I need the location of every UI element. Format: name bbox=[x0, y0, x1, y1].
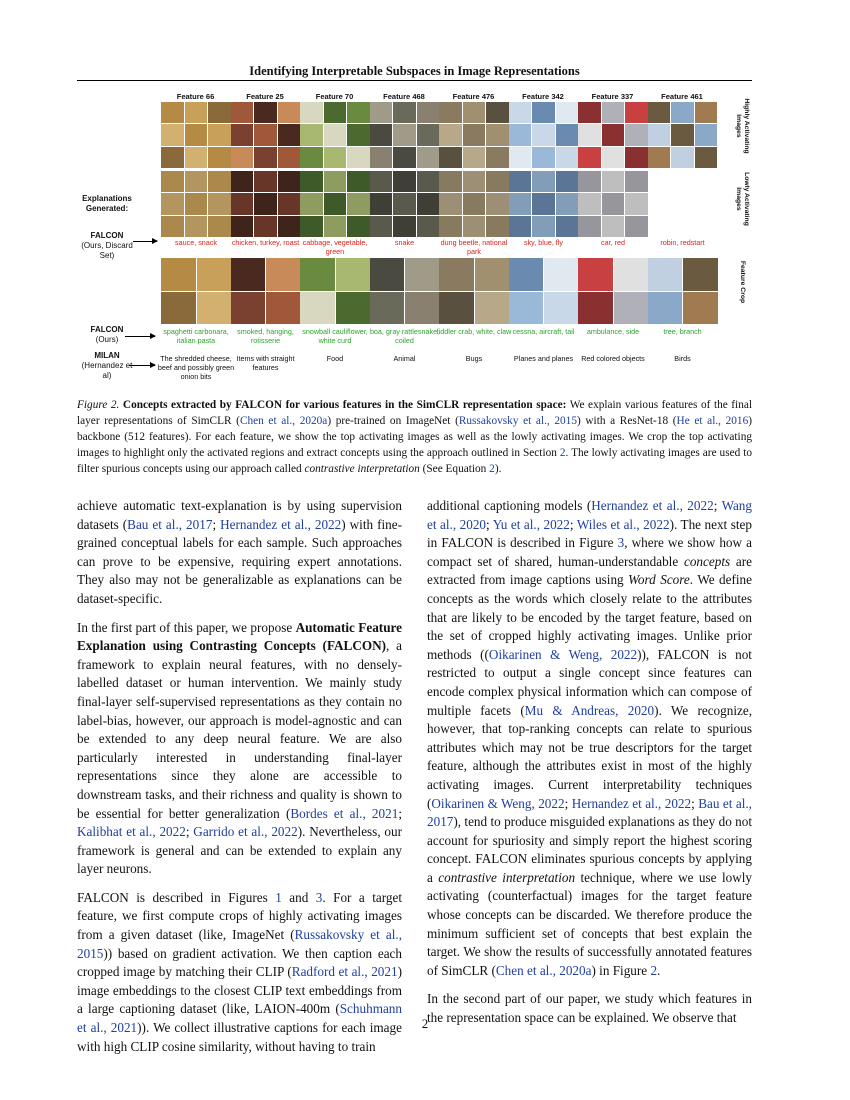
citation-link[interactable]: Bordes et al., 2021 bbox=[290, 805, 399, 821]
feature-crop-images bbox=[231, 258, 301, 324]
milan-name: MILAN bbox=[94, 351, 120, 360]
image-tile bbox=[602, 147, 625, 168]
image-tile bbox=[185, 216, 208, 237]
falcon-discard-concept: dung beetle, national park bbox=[440, 238, 508, 256]
image-tile bbox=[393, 102, 416, 123]
image-tile bbox=[208, 171, 231, 192]
image-tile bbox=[509, 171, 532, 192]
body-left-column bbox=[77, 497, 402, 1066]
image-tile bbox=[370, 216, 393, 237]
image-tile bbox=[300, 124, 323, 145]
falcon-ours-concept: ambulance, side bbox=[586, 327, 640, 336]
citation-link[interactable]: Radford et al., 2021 bbox=[291, 964, 398, 980]
image-tile bbox=[625, 124, 648, 145]
image-tile bbox=[185, 102, 208, 123]
highly-activating-images bbox=[648, 102, 718, 168]
image-tile bbox=[347, 216, 370, 237]
paragraph: FALCON is described in Figures 1 and 3. For a target feature, we first compute crops of highly activating images from a given dataset (like, ImageNet (Russakovsky et al., 2015)) based on gradient activation. We then caption each cropped image by matching their CLIP (Radford et al., 2021) image embeddings to the closest CLIP text embeddings from a large captioning dataset (like, LAION-400m (Schuhmann et al., 2021)). We collect illustrative captions for each image with high CLIP cosine similarity, without having to train bbox=[77, 889, 402, 1054]
milan-concept: The shredded cheese, beef and possibly green onion bits bbox=[157, 354, 235, 381]
falcon-ours-concept: cessna, aircraft, tail bbox=[512, 327, 575, 336]
image-tile bbox=[578, 147, 601, 168]
image-tile bbox=[208, 102, 231, 123]
image-tile bbox=[278, 216, 301, 237]
image-tile bbox=[439, 216, 462, 237]
feature-crop-images bbox=[439, 258, 509, 324]
image-tile bbox=[161, 124, 184, 145]
image-tile bbox=[417, 102, 440, 123]
image-tile bbox=[370, 292, 405, 325]
image-tile bbox=[370, 193, 393, 214]
image-tile bbox=[486, 193, 509, 214]
image-tile bbox=[278, 102, 301, 123]
image-tile bbox=[300, 258, 335, 291]
image-tile bbox=[393, 147, 416, 168]
image-tile bbox=[393, 216, 416, 237]
falcon-discard-concept: robin, redstart bbox=[660, 238, 705, 247]
citation-link[interactable]: Schuhmann et al., 2021 bbox=[77, 1001, 402, 1036]
image-tile bbox=[347, 102, 370, 123]
lowly-activating-images bbox=[370, 171, 440, 237]
paragraph: In the first part of this paper, we propose Automatic Feature Explanation using Contrasting Concepts (FALCON), a framework to explain neural features, with no densely-labelled dataset or human intervention. We mainly study final-layer self-supervised representations as they contain no label-bias, however, our approach is model-agnostic and can be extended to any deep neural feature. We are also particularly interested in understanding final-layer representations since they alone are accessible to downstream tasks, and their richness and quality is shown to be essential for better generalization (Bordes et al., 2021; Kalibhat et al., 2022; Garrido et al., 2022). Nevertheless, our framework is general and can be extended to explain any layer neurons. bbox=[77, 619, 402, 877]
image-tile bbox=[231, 171, 254, 192]
image-tile bbox=[254, 193, 277, 214]
feature-label: Feature 66 bbox=[176, 92, 215, 101]
image-tile bbox=[300, 171, 323, 192]
page-number: 2 bbox=[421, 1016, 429, 1031]
image-tile bbox=[556, 102, 579, 123]
image-tile bbox=[161, 258, 196, 291]
image-tile bbox=[509, 216, 532, 237]
image-tile bbox=[231, 193, 254, 214]
image-tile bbox=[208, 124, 231, 145]
image-tile bbox=[300, 193, 323, 214]
image-tile bbox=[278, 171, 301, 192]
image-tile bbox=[161, 193, 184, 214]
falcon-discard-concept: cabbage, vegetable, green bbox=[302, 238, 368, 256]
image-tile bbox=[463, 171, 486, 192]
image-tile bbox=[556, 216, 579, 237]
image-tile bbox=[161, 292, 196, 325]
lowly-activating-images bbox=[578, 171, 648, 237]
falcon-ours-label bbox=[77, 325, 137, 345]
falcon-ours-concept: fiddler crab, white, claw bbox=[436, 327, 512, 336]
lowly-activating-images bbox=[161, 171, 231, 237]
figure-link[interactable]: 1 bbox=[275, 889, 282, 905]
image-tile bbox=[347, 147, 370, 168]
image-tile bbox=[347, 193, 370, 214]
image-tile bbox=[405, 292, 440, 325]
citation-link[interactable]: Hernandez et al., 2022 bbox=[220, 516, 342, 532]
image-tile bbox=[509, 147, 532, 168]
image-tile bbox=[370, 147, 393, 168]
image-tile bbox=[197, 292, 232, 325]
highly-activating-images bbox=[370, 102, 440, 168]
citation-link[interactable]: He et al., 2016 bbox=[676, 415, 749, 427]
lowly-activating-images bbox=[648, 171, 718, 237]
image-tile bbox=[578, 258, 613, 291]
image-tile bbox=[602, 216, 625, 237]
image-tile bbox=[370, 171, 393, 192]
image-tile bbox=[625, 102, 648, 123]
image-tile bbox=[648, 147, 671, 168]
falcon-discard-concept: car, red bbox=[601, 238, 625, 247]
image-tile bbox=[695, 124, 718, 145]
citation-link[interactable]: Bau et al., 2017 bbox=[427, 795, 752, 830]
citation-link[interactable]: Bau et al., 2017 bbox=[127, 516, 213, 532]
image-tile bbox=[625, 147, 648, 168]
image-tile bbox=[556, 124, 579, 145]
feature-crop-images bbox=[370, 258, 440, 324]
lowly-activating-images bbox=[509, 171, 579, 237]
image-tile bbox=[578, 102, 601, 123]
image-tile bbox=[532, 216, 555, 237]
figure-2 bbox=[77, 88, 752, 384]
body-right-column bbox=[427, 497, 752, 1038]
image-tile bbox=[648, 258, 683, 291]
image-tile bbox=[208, 193, 231, 214]
image-tile bbox=[300, 292, 335, 325]
image-tile bbox=[509, 193, 532, 214]
image-tile bbox=[266, 292, 301, 325]
image-tile bbox=[254, 102, 277, 123]
paragraph: In the second part of our paper, we study which features in the representation space can be explained. We observe that bbox=[427, 991, 752, 1026]
side-label-highly: Highly Activating Images bbox=[735, 98, 750, 154]
image-tile bbox=[336, 258, 371, 291]
falcon-ours-concept: boa, gray rattlesnake, coiled bbox=[369, 327, 440, 345]
image-tile bbox=[231, 124, 254, 145]
image-tile bbox=[486, 124, 509, 145]
image-tile bbox=[578, 292, 613, 325]
image-tile bbox=[463, 193, 486, 214]
image-tile bbox=[463, 102, 486, 123]
citation-link[interactable]: Wiles et al., 2022 bbox=[576, 516, 670, 532]
image-tile bbox=[648, 102, 671, 123]
image-tile bbox=[278, 147, 301, 168]
figure-caption: Figure 2. Concepts extracted by FALCON for various features in the SimCLR representation space: We explain various features of the final layer representations of SimCLR (Chen et al., 2020a) pre-trained on ImageNet (Russakovsky et al., 2015) with a ResNet-18 (He et al., 2016) backbone (512 features). For each feature, we show the top activating images as well as the lowly activating images. We crop the top activating images to highlight only the activated regions and extract concepts using the approach outlined in Section 2. The lowly activating images are used to filter spurious concepts using our approach called contrastive interpretation (See Equation 2). bbox=[77, 399, 753, 475]
title-rule bbox=[77, 80, 752, 81]
image-tile bbox=[231, 102, 254, 123]
image-tile bbox=[556, 193, 579, 214]
image-tile bbox=[578, 124, 601, 145]
side-label-lowly: Lowly Activating Images bbox=[735, 172, 750, 226]
image-tile bbox=[254, 147, 277, 168]
milan-concept: Red colored objects bbox=[581, 354, 645, 363]
image-tile bbox=[439, 124, 462, 145]
image-tile bbox=[671, 124, 694, 145]
image-tile bbox=[648, 292, 683, 325]
image-tile bbox=[486, 171, 509, 192]
image-tile bbox=[578, 216, 601, 237]
image-tile bbox=[614, 292, 649, 325]
image-tile bbox=[161, 171, 184, 192]
image-tile bbox=[602, 193, 625, 214]
image-tile bbox=[324, 171, 347, 192]
feature-label: Feature 476 bbox=[452, 92, 495, 101]
image-tile bbox=[463, 216, 486, 237]
image-tile bbox=[393, 193, 416, 214]
citation-link[interactable]: Chen et al., 2020a bbox=[495, 962, 592, 978]
image-tile bbox=[231, 258, 266, 291]
lowly-activating-images bbox=[231, 171, 301, 237]
image-tile bbox=[300, 147, 323, 168]
image-tile bbox=[439, 193, 462, 214]
image-tile bbox=[300, 102, 323, 123]
image-tile bbox=[614, 258, 649, 291]
image-tile bbox=[185, 171, 208, 192]
falcon-ours-concept: snowball cauliflower, white curd bbox=[302, 327, 368, 345]
caption-label: Figure 2. bbox=[77, 399, 120, 411]
citation-link[interactable]: Mu & Andreas, 2020 bbox=[524, 702, 655, 718]
feature-crop-images bbox=[509, 258, 579, 324]
image-tile bbox=[185, 147, 208, 168]
image-tile bbox=[671, 147, 694, 168]
image-tile bbox=[231, 292, 266, 325]
feature-crop-images bbox=[578, 258, 648, 324]
image-tile bbox=[463, 147, 486, 168]
image-tile bbox=[532, 124, 555, 145]
image-tile bbox=[475, 292, 510, 325]
image-tile bbox=[439, 258, 474, 291]
image-tile bbox=[509, 292, 544, 325]
image-tile bbox=[347, 124, 370, 145]
image-tile bbox=[532, 102, 555, 123]
citation-link[interactable]: Oikarinen & Weng, 2022 bbox=[431, 795, 565, 811]
image-tile bbox=[683, 258, 718, 291]
falcon-ours-concept: spaghetti carbonara, italian pasta bbox=[163, 327, 229, 345]
highly-activating-images bbox=[439, 102, 509, 168]
figure-link[interactable]: 3 bbox=[617, 535, 625, 551]
image-tile bbox=[602, 124, 625, 145]
image-tile bbox=[439, 147, 462, 168]
image-tile bbox=[208, 147, 231, 168]
image-tile bbox=[161, 147, 184, 168]
feature-crop-images bbox=[300, 258, 370, 324]
milan-concept: Birds bbox=[674, 354, 691, 363]
image-tile bbox=[544, 292, 579, 325]
image-tile bbox=[266, 258, 301, 291]
falcon-ours-arrow bbox=[125, 336, 155, 337]
image-tile bbox=[197, 258, 232, 291]
image-tile bbox=[300, 216, 323, 237]
feature-label: Feature 461 bbox=[661, 92, 703, 101]
image-tile bbox=[556, 171, 579, 192]
highly-activating-images bbox=[231, 102, 301, 168]
citation-link[interactable]: Wang et al., 2020 bbox=[427, 498, 752, 532]
image-tile bbox=[602, 171, 625, 192]
figure-link[interactable]: 2 bbox=[650, 962, 658, 978]
image-tile bbox=[486, 102, 509, 123]
image-tile bbox=[648, 124, 671, 145]
image-tile bbox=[254, 124, 277, 145]
lowly-activating-images bbox=[439, 171, 509, 237]
image-tile bbox=[532, 147, 555, 168]
image-tile bbox=[417, 193, 440, 214]
falcon-ours-name: FALCON bbox=[90, 325, 124, 334]
image-tile bbox=[161, 216, 184, 237]
falcon-discard-concept: chicken, turkey, roast bbox=[231, 238, 300, 247]
highly-activating-images bbox=[300, 102, 370, 168]
image-tile bbox=[509, 258, 544, 291]
feature-label: Feature 337 bbox=[591, 92, 634, 101]
image-tile bbox=[336, 292, 371, 325]
falcon-ours-concept: smoked, hanging, rotisserie bbox=[237, 327, 294, 345]
falcon-discard-concept: sky, blue, fly bbox=[523, 238, 563, 247]
image-tile bbox=[509, 102, 532, 123]
image-tile bbox=[417, 171, 440, 192]
image-tile bbox=[417, 124, 440, 145]
image-tile bbox=[602, 102, 625, 123]
citation-link[interactable]: Garrido et al., 2022 bbox=[193, 824, 298, 840]
image-tile bbox=[532, 193, 555, 214]
falcon-discard-name: FALCON bbox=[90, 231, 124, 240]
image-tile bbox=[254, 171, 277, 192]
image-tile bbox=[671, 102, 694, 123]
image-tile bbox=[578, 171, 601, 192]
section-link[interactable]: 2 bbox=[559, 447, 566, 459]
image-tile bbox=[683, 292, 718, 325]
citation-link[interactable]: Hernandez et al., 2022 bbox=[571, 795, 692, 811]
figure-link[interactable]: 3 bbox=[315, 889, 323, 905]
image-tile bbox=[532, 171, 555, 192]
image-tile bbox=[370, 102, 393, 123]
image-tile bbox=[324, 216, 347, 237]
image-tile bbox=[417, 216, 440, 237]
image-tile bbox=[208, 216, 231, 237]
falcon-ours-sub: (Ours) bbox=[95, 335, 119, 344]
image-tile bbox=[556, 147, 579, 168]
image-tile bbox=[347, 171, 370, 192]
image-tile bbox=[231, 216, 254, 237]
feature-label: Feature 342 bbox=[522, 92, 564, 101]
citation-link[interactable]: Chen et al., 2020a bbox=[239, 415, 328, 427]
milan-concept: Animal bbox=[393, 354, 416, 363]
feature-crop-images bbox=[648, 258, 718, 324]
image-tile bbox=[405, 258, 440, 291]
image-tile bbox=[625, 216, 648, 237]
image-tile bbox=[324, 102, 347, 123]
image-tile bbox=[486, 216, 509, 237]
highly-activating-images bbox=[161, 102, 231, 168]
milan-label bbox=[77, 351, 137, 381]
image-tile bbox=[370, 258, 405, 291]
paragraph: achieve automatic text-explanation is by using supervision datasets (Bau et al., 2017; Hernandez et al., 2022) with fine-grained conceptual labels for each sample. Such approaches can prove to be expensive, requiring expert annotations. They also may not be generalizable as explanations can be dataset-specific. bbox=[77, 498, 402, 606]
feature-label: Feature 70 bbox=[315, 92, 354, 101]
image-tile bbox=[324, 193, 347, 214]
feature-crop-images bbox=[161, 258, 231, 324]
image-tile bbox=[486, 147, 509, 168]
milan-concept: Food bbox=[326, 354, 344, 363]
citation-link[interactable]: Oikarinen & Weng, 2022 bbox=[488, 646, 638, 662]
feature-label: Feature 25 bbox=[246, 92, 284, 101]
citation-link[interactable]: Russakovsky et al., 2015 bbox=[77, 927, 402, 961]
image-tile bbox=[393, 171, 416, 192]
image-tile bbox=[370, 124, 393, 145]
highly-activating-images bbox=[509, 102, 579, 168]
citation-link[interactable]: Russakovsky et al., 2015 bbox=[458, 415, 577, 427]
equation-link[interactable]: 2 bbox=[489, 463, 495, 475]
image-tile bbox=[439, 171, 462, 192]
explanations-generated-label: Explanations Generated: bbox=[82, 194, 132, 213]
falcon-ours-concept: tree, branch bbox=[663, 327, 702, 336]
milan-sub: (Hernandez et al) bbox=[81, 361, 133, 380]
highly-activating-images bbox=[578, 102, 648, 168]
falcon-discard-concept: snake bbox=[394, 238, 415, 247]
image-tile bbox=[544, 258, 579, 291]
image-tile bbox=[254, 216, 277, 237]
citation-link[interactable]: Yu et al., 2022 bbox=[492, 516, 570, 532]
image-tile bbox=[417, 147, 440, 168]
image-tile bbox=[439, 292, 474, 325]
citation-link[interactable]: Kalibhat et al., 2022 bbox=[77, 824, 186, 840]
milan-concept: Bugs bbox=[465, 354, 483, 363]
image-tile bbox=[695, 102, 718, 123]
image-tile bbox=[625, 193, 648, 214]
falcon-discard-label bbox=[77, 231, 137, 261]
side-label-crop: Feature Crop bbox=[739, 260, 746, 304]
lowly-activating-images bbox=[300, 171, 370, 237]
image-tile bbox=[278, 193, 301, 214]
image-tile bbox=[475, 258, 510, 291]
image-tile bbox=[578, 193, 601, 214]
milan-concept: Planes and planes bbox=[513, 354, 574, 363]
image-tile bbox=[161, 102, 184, 123]
running-title: Identifying Interpretable Subspaces in Image Representations bbox=[249, 64, 580, 78]
falcon-discard-concept: sauce, snack bbox=[175, 238, 217, 247]
image-tile bbox=[695, 147, 718, 168]
milan-arrow bbox=[129, 365, 155, 366]
milan-concept: Items with straight features bbox=[236, 354, 295, 372]
falcon-discard-arrow bbox=[133, 241, 157, 242]
falcon-discard-sub: (Ours, Discard Set) bbox=[81, 241, 133, 260]
image-tile bbox=[278, 124, 301, 145]
feature-label: Feature 468 bbox=[383, 92, 425, 101]
image-tile bbox=[393, 124, 416, 145]
image-tile bbox=[324, 124, 347, 145]
image-tile bbox=[439, 102, 462, 123]
citation-link[interactable]: Hernandez et al., 2022 bbox=[591, 498, 714, 513]
image-tile bbox=[185, 193, 208, 214]
caption-title: Concepts extracted by FALCON for various features in the SimCLR representation space: bbox=[122, 399, 567, 411]
image-tile bbox=[324, 147, 347, 168]
image-tile bbox=[509, 124, 532, 145]
image-tile bbox=[231, 147, 254, 168]
image-tile bbox=[625, 171, 648, 192]
image-tile bbox=[185, 124, 208, 145]
paragraph: additional captioning models (Hernandez et al., 2022; Wang et al., 2020; Yu et al., 2022; Wiles et al., 2022). The next step in FALCON is described in Figure 3, where we show how a compact set of shared, human-understandable concepts are extracted from image captions using Word Score. We define concepts as the words which closely relate to the attributes that are likely to be encoded by the target feature, based on the set of cropped highly activating images. Unlike prior methods ((Oikarinen & Weng, 2022)), FALCON is not restricted to output a single concept since features can encode complex physical information which can compose of multiple facets (Mu & Andreas, 2020). We recognize, however, that top-ranking concepts can relate to spurious attributes which may not be true descriptors for the target feature, although the attributes exist in most of the highly activating images. Current interpretability techniques (Oikarinen & Weng, 2022; Hernandez et al., 2022; Bau et al., 2017), tend to produce misguided explanations as they do not account for spuriosity and simply report the highest scoring concept. FALCON eliminates spurious concepts by applying a contrastive interpretation technique, where we use lowly activating (counterfactual) images for the target feature whose concepts can be discarded. We therefore produce the minimum sufficient set of concepts that best explain the target. We show the results of successfully annotated features of SimCLR (Chen et al., 2020a) in Figure 2. bbox=[427, 498, 753, 978]
image-tile bbox=[463, 124, 486, 145]
